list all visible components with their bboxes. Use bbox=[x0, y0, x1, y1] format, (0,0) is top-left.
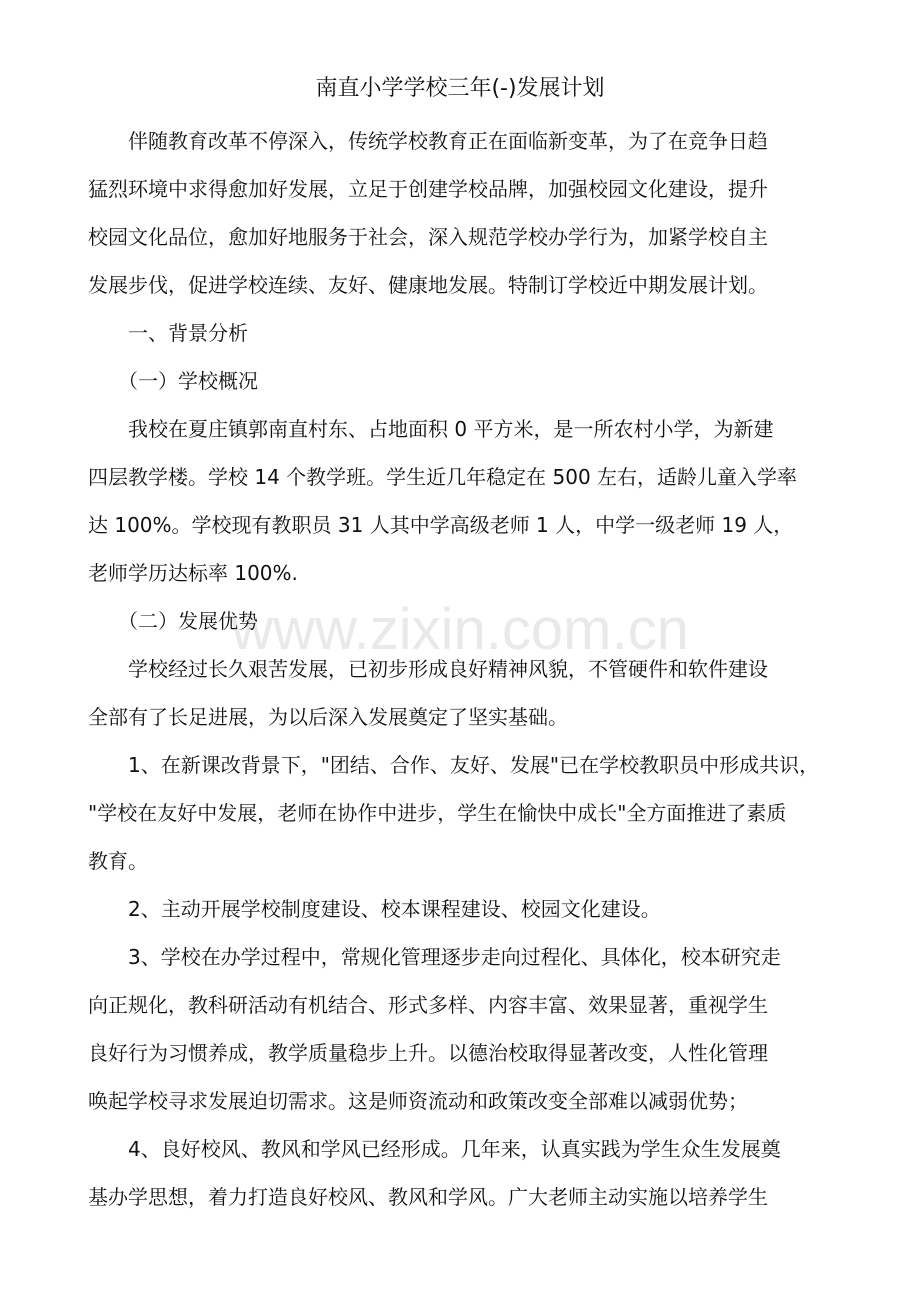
paragraph-line: 伴随教育改革不停深入，传统学校教育正在面临新变革，为了在竞争日趋 bbox=[128, 129, 768, 153]
list-item-line: 2、主动开展学校制度建设、校本课程建设、校园文化建设。 bbox=[128, 897, 661, 921]
paragraph-line: 发展步伐，促进学校连续、友好、健康地发展。特制订学校近中期发展计划。 bbox=[88, 273, 768, 297]
paragraph-line: 达 100%。学校现有教职员 31 人其中学高级老师 1 人，中学一级老师 19 人， bbox=[88, 513, 794, 537]
list-item-line: 良好行为习惯养成，教学质量稳步上升。以德治校取得显著改变，人性化管理 bbox=[88, 1041, 768, 1065]
document-title: 南直小学学校三年(-)发展计划 bbox=[315, 76, 605, 101]
paragraph-line: 校园文化品位，愈加好地服务于社会，深入规范学校办学行为，加紧学校自主 bbox=[88, 225, 768, 249]
list-item-line: 3、学校在办学过程中，常规化管理逐步走向过程化、具体化，校本研究走 bbox=[128, 945, 781, 969]
paragraph-line: 学校经过长久艰苦发展，已初步形成良好精神风貌，不管硬件和软件建设 bbox=[128, 657, 768, 681]
list-item-line: 向正规化，教科研活动有机结合、形式多样、内容丰富、效果显著，重视学生 bbox=[88, 993, 768, 1017]
section-heading: 一、背景分析 bbox=[128, 321, 248, 345]
list-item-line: 唤起学校寻求发展迫切需求。这是师资流动和政策改变全部难以减弱优势； bbox=[88, 1089, 748, 1113]
watermark: www.zixin.com.cn bbox=[231, 597, 689, 662]
list-item-line: "学校在友好中发展，老师在协作中进步，学生在愉快中成长"全方面推进了素质 bbox=[88, 801, 787, 825]
subsection-heading: （二）发展优势 bbox=[118, 609, 258, 633]
list-item-line: 基办学思想，着力打造良好校风、教风和学风。广大老师主动实施以培养学生 bbox=[88, 1185, 768, 1209]
paragraph-line: 全部有了长足进展，为以后深入发展奠定了坚实基础。 bbox=[88, 705, 568, 729]
paragraph-line: 老师学历达标率 100%. bbox=[88, 561, 298, 585]
paragraph-line: 四层教学楼。学校 14 个教学班。学生近几年稳定在 500 左右，适龄儿童入学率 bbox=[88, 465, 798, 489]
list-item-line: 教育。 bbox=[88, 849, 148, 873]
subsection-heading: （一）学校概况 bbox=[118, 369, 258, 393]
list-item-line: 1、在新课改背景下，"团结、合作、友好、发展"已在学校教职员中形成共识， bbox=[128, 753, 820, 777]
list-item-line: 4、良好校风、教风和学风已经形成。几年来，认真实践为学生众生发展奠 bbox=[128, 1137, 781, 1161]
paragraph-line: 猛烈环境中求得愈加好发展，立足于创建学校品牌，加强校园文化建设，提升 bbox=[88, 177, 768, 201]
paragraph-line: 我校在夏庄镇郭南直村东、占地面积 0 平方米，是一所农村小学，为新建 bbox=[128, 417, 774, 441]
